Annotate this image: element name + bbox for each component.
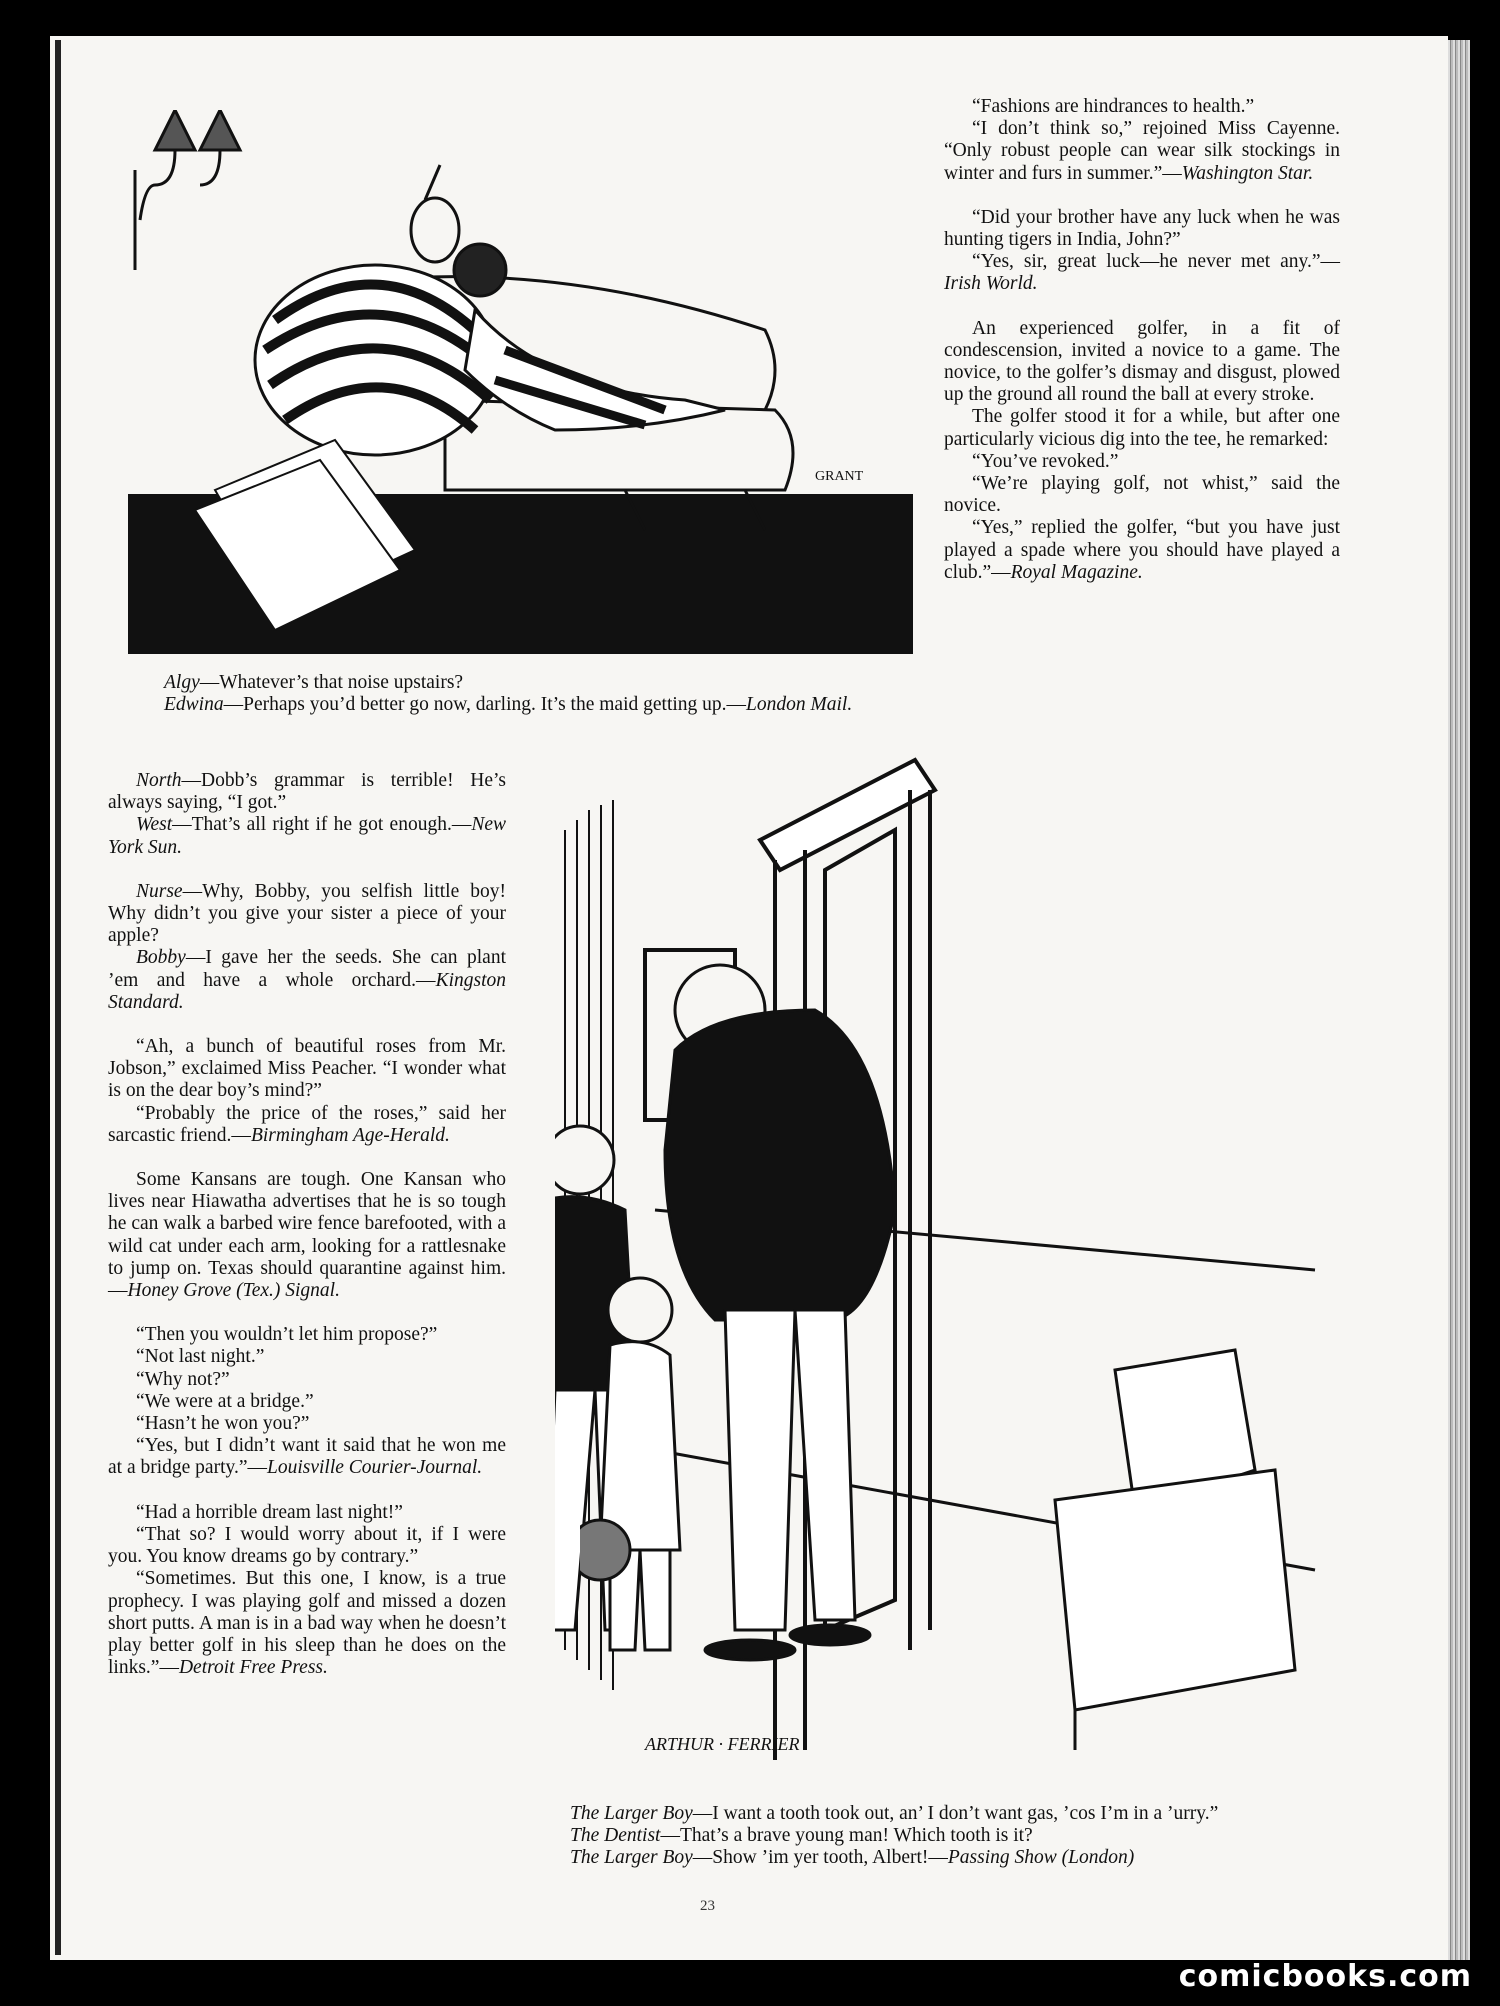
joke-line: “Fashions are hindrances to health.” xyxy=(972,96,1255,117)
joke-line: “Hasn’t he won you?” xyxy=(136,1413,310,1435)
joke-line: “Had a horrible dream last night!” xyxy=(136,1501,403,1523)
wall-lamp xyxy=(135,110,240,270)
joke-line: An experienced golfer, in a fit of condescension, invited a novice to a game. The novice, to the golfer’s dismay and disgust, plowed up the ground all round the ball at every stroke. xyxy=(944,317,1340,406)
caption-line: Edwina—Perhaps you’d better go now, darling. It’s the maid getting up.—London Mail. xyxy=(164,694,853,716)
sofa-right xyxy=(1055,1350,1295,1750)
joke-line: Nurse—Why, Bobby, you selfish little boy! Why didn’t you give your sister a piece of your apple? xyxy=(108,880,506,947)
joke-line: “Probably the price of the roses,” said her sarcastic friend.—Birmingham Age-Herald. xyxy=(108,1102,506,1146)
page-number: 23 xyxy=(700,1898,715,1914)
joke-line: “We’re playing golf, not whist,” said the novice. xyxy=(944,473,1340,517)
joke-line: “Ah, a bunch of beautiful roses from Mr. Jobson,” exclaimed Miss Peacher. “I wonder what is on the dear boy’s mind?” xyxy=(108,1036,506,1102)
joke-line: “I don’t think so,” rejoined Miss Cayenne. “Only robust people can wear silk stockings in winter and furs in summer.”—Washington Star. xyxy=(944,118,1340,184)
caption-line: Algy—Whatever’s that noise upstairs? xyxy=(164,672,464,693)
caption-bottom xyxy=(526,1803,1326,1870)
caption-line: The Larger Boy—I want a tooth took out, an’ I don’t want gas, ’cos I’m in a ’urry.” xyxy=(570,1803,1219,1824)
caption-line: The Larger Boy—Show ’im yer tooth, Albert!—Passing Show (London) xyxy=(570,1847,1135,1869)
joke-line: “Sometimes. But this one, I know, is a true prophecy. I was playing golf and missed a dozen short putts. A man is in a bad way when he doesn’t play better golf in his sleep than he does on the links.”—Detroit Free Press. xyxy=(108,1568,506,1679)
caption-line: The Dentist—That’s a brave young man! Which tooth is it? xyxy=(570,1825,1033,1847)
joke-line: “Why not?” xyxy=(136,1368,230,1390)
joke-line: “That so? I would worry about it, if I were you. You know dreams go by contrary.” xyxy=(108,1523,506,1568)
svg-text:GRANT: GRANT xyxy=(815,469,864,484)
watermark: comicbooks.com xyxy=(1178,1959,1472,1994)
top-right-column xyxy=(944,96,1340,584)
joke-line: “Yes,” replied the golfer, “but you have just played a spade where you should have played a club.”—Royal Magazine. xyxy=(944,517,1340,583)
joke-line: “Yes, but I didn’t want it said that he won me at a bridge party.”—Louisville Courier-Journal. xyxy=(108,1435,506,1479)
joke-line: “You’ve revoked.” xyxy=(972,450,1119,472)
joke-line: North—Dobb’s grammar is terrible! He’s always saying, “I got.” xyxy=(108,770,506,814)
joke-line: “Then you wouldn’t let him propose?” xyxy=(136,1324,438,1346)
joke-line: “Not last night.” xyxy=(136,1346,265,1368)
svg-text:ARTHUR · FERRIER: ARTHUR · FERRIER xyxy=(645,1734,800,1754)
smaller-boy-figure xyxy=(580,1270,690,1690)
page-binding xyxy=(55,40,61,1955)
joke-line: Bobby—I gave her the seeds. She can plant ’em and have a whole orchard.—Kingston Standard. xyxy=(108,947,506,1013)
joke-line: Some Kansans are tough. One Kansan who lives near Hiawatha advertises that he is so tough he can walk a barbed wire fence barefooted, with a wild cat under each arm, looking for a rattlesnake to jump on. Texas should quarantine against him.—Honey Grove (Tex.) Signal. xyxy=(108,1169,506,1302)
caption-top xyxy=(104,672,924,716)
joke-line: “Did your brother have any luck when he was hunting tigers in India, John?” xyxy=(944,206,1340,251)
left-column xyxy=(108,770,506,1679)
dentist-figure xyxy=(665,965,895,1660)
man-in-striped-robe xyxy=(255,165,495,455)
joke-line: West—That’s all right if he got enough.—New York Sun. xyxy=(108,814,506,858)
joke-line: The golfer stood it for a while, but after one particularly vicious dig into the tee, he remarked: xyxy=(944,406,1340,450)
illustration-couple-on-couch xyxy=(125,110,915,658)
joke-line: “We were at a bridge.” xyxy=(136,1390,314,1412)
joke-line: “Yes, sir, great luck—he never met any.”—Irish World. xyxy=(944,251,1340,295)
page-edge xyxy=(1448,40,1470,1960)
